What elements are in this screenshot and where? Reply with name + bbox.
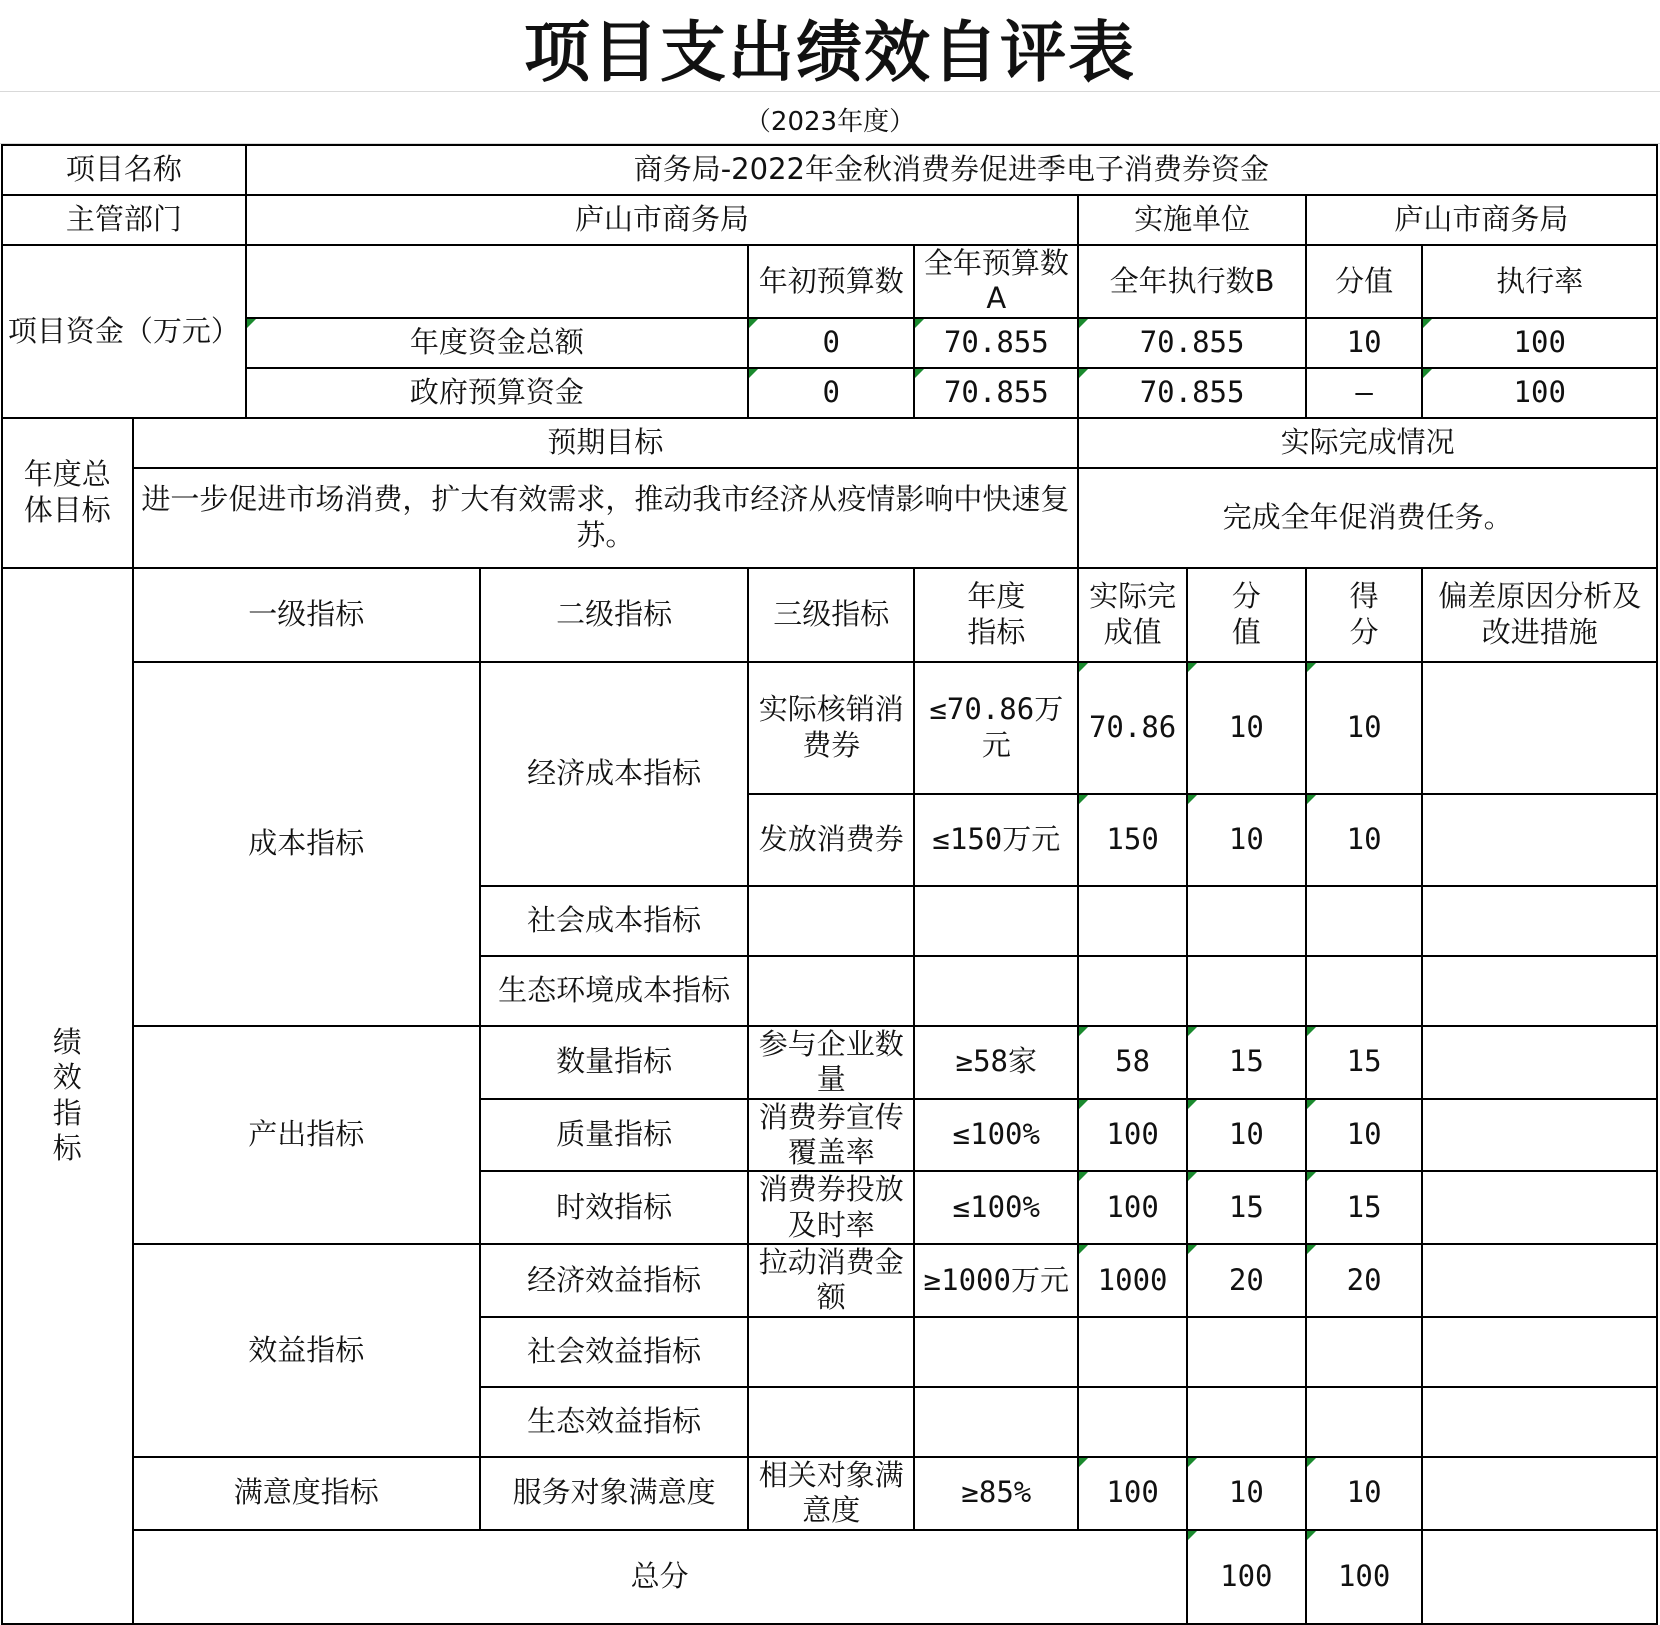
level1-benefit: 效益指标: [133, 1244, 481, 1457]
indicator-header: 分值: [1187, 568, 1306, 662]
funds-rate: 100: [1422, 318, 1657, 368]
empty-cell: [1187, 1387, 1306, 1457]
level2-quality: 质量指标: [480, 1099, 748, 1172]
empty-cell: [1306, 1387, 1423, 1457]
level2-service-satisfaction: 服务对象满意度: [480, 1457, 748, 1530]
deviation-analysis: [1422, 1457, 1657, 1530]
level3-indicator: 实际核销消费券: [748, 662, 914, 794]
empty-cell: [1422, 1387, 1657, 1457]
indicator-weight: 15: [1187, 1026, 1306, 1099]
annual-target: ≤100%: [914, 1171, 1078, 1244]
empty-cell: [1187, 956, 1306, 1026]
funds-header: 执行率: [1422, 245, 1657, 318]
total-label: 总分: [133, 1530, 1187, 1624]
deviation-analysis: [1422, 794, 1657, 886]
funds-header: 分值: [1306, 245, 1423, 318]
empty-cell: [1078, 886, 1187, 956]
empty-cell: [1306, 1317, 1423, 1387]
empty-cell: [1306, 956, 1423, 1026]
funds-weight: 10: [1306, 318, 1423, 368]
level1-output: 产出指标: [133, 1026, 481, 1244]
annual-target: ≥1000万元: [914, 1244, 1078, 1317]
empty-cell: [1078, 956, 1187, 1026]
empty-cell: [914, 956, 1078, 1026]
annual-target: ≤100%: [914, 1099, 1078, 1172]
funds-corner: [246, 245, 748, 318]
actual-value: 1000: [1078, 1244, 1187, 1317]
level2-economic-cost: 经济成本指标: [480, 662, 748, 886]
funds-header: 全年执行数B: [1078, 245, 1305, 318]
level3-indicator: 消费券宣传覆盖率: [748, 1099, 914, 1172]
funds-row-name: 政府预算资金: [246, 368, 748, 418]
level2-timeliness: 时效指标: [480, 1171, 748, 1244]
level3-indicator: 发放消费券: [748, 794, 914, 886]
level2-eco-cost: 生态环境成本指标: [480, 956, 748, 1026]
empty-cell: [1187, 1317, 1306, 1387]
annual-target: ≤150万元: [914, 794, 1078, 886]
level2-social-benefit: 社会效益指标: [480, 1317, 748, 1387]
empty-cell: [914, 886, 1078, 956]
funds-label: 项目资金（万元）: [2, 245, 246, 418]
indicator-weight: 10: [1187, 1099, 1306, 1172]
indicator-weight: 15: [1187, 1171, 1306, 1244]
funds-initial: 0: [748, 318, 914, 368]
funds-weight: —: [1306, 368, 1423, 418]
deviation-analysis: [1422, 1099, 1657, 1172]
level2-social-cost: 社会成本指标: [480, 886, 748, 956]
funds-initial: 0: [748, 368, 914, 418]
funds-header: 年初预算数: [748, 245, 914, 318]
funds-executed: 70.855: [1078, 368, 1305, 418]
funds-rate: 100: [1422, 368, 1657, 418]
indicator-score: 10: [1306, 794, 1423, 886]
empty-cell: [914, 1317, 1078, 1387]
annual-target: ≥58家: [914, 1026, 1078, 1099]
empty-cell: [914, 1387, 1078, 1457]
deviation-analysis: [1422, 662, 1657, 794]
indicator-header: 得分: [1306, 568, 1423, 662]
empty-cell: [748, 1317, 914, 1387]
project-name: 商务局-2022年金秋消费券促进季电子消费券资金: [246, 145, 1657, 195]
self-evaluation-table: [1, 144, 1658, 1625]
indicators-label: 绩效指标: [2, 568, 133, 1624]
empty-cell: [1078, 1387, 1187, 1457]
empty-cell: [748, 956, 914, 1026]
deviation-analysis: [1422, 1026, 1657, 1099]
actual-goal-text: 完成全年促消费任务。: [1078, 468, 1657, 568]
indicator-score: 20: [1306, 1244, 1423, 1317]
indicator-header: 年度指标: [914, 568, 1078, 662]
actual-goal-header: 实际完成情况: [1078, 418, 1657, 468]
actual-value: 100: [1078, 1457, 1187, 1530]
funds-row-name: 年度资金总额: [246, 318, 748, 368]
level2-economic-benefit: 经济效益指标: [480, 1244, 748, 1317]
indicator-weight: 10: [1187, 1457, 1306, 1530]
funds-executed: 70.855: [1078, 318, 1305, 368]
indicator-header: 二级指标: [480, 568, 748, 662]
funds-annual: 70.855: [914, 368, 1078, 418]
indicator-weight: 10: [1187, 794, 1306, 886]
dept-label: 主管部门: [2, 195, 246, 245]
indicator-score: 15: [1306, 1171, 1423, 1244]
actual-value: 100: [1078, 1099, 1187, 1172]
level3-indicator: 相关对象满意度: [748, 1457, 914, 1530]
expected-goal-header: 预期目标: [133, 418, 1079, 468]
actual-value: 100: [1078, 1171, 1187, 1244]
level3-indicator: 拉动消费金额: [748, 1244, 914, 1317]
empty-cell: [1422, 886, 1657, 956]
empty-cell: [1078, 1317, 1187, 1387]
indicator-score: 10: [1306, 1099, 1423, 1172]
indicator-header: 三级指标: [748, 568, 914, 662]
annual-target: ≥85%: [914, 1457, 1078, 1530]
empty-cell: [1422, 956, 1657, 1026]
actual-value: 70.86: [1078, 662, 1187, 794]
indicator-score: 10: [1306, 1457, 1423, 1530]
dept-value: 庐山市商务局: [246, 195, 1079, 245]
level3-indicator: 参与企业数量: [748, 1026, 914, 1099]
impl-value: 庐山市商务局: [1306, 195, 1657, 245]
indicator-header: 偏差原因分析及改进措施: [1422, 568, 1657, 662]
level2-quantity: 数量指标: [480, 1026, 748, 1099]
level3-indicator: 消费券投放及时率: [748, 1171, 914, 1244]
indicator-weight: 10: [1187, 662, 1306, 794]
indicator-weight: 20: [1187, 1244, 1306, 1317]
year-subtitle: （2023年度）: [744, 106, 916, 137]
empty-cell: [748, 886, 914, 956]
total-weight: 100: [1187, 1530, 1306, 1624]
level1-cost: 成本指标: [133, 662, 481, 1026]
page-title: 项目支出绩效自评表: [524, 12, 1136, 91]
empty-cell: [1422, 1317, 1657, 1387]
empty-cell: [1306, 886, 1423, 956]
deviation-analysis: [1422, 1244, 1657, 1317]
indicator-header: 一级指标: [133, 568, 481, 662]
total-score: 100: [1306, 1530, 1423, 1624]
empty-cell: [748, 1387, 914, 1457]
level1-satisfaction: 满意度指标: [133, 1457, 481, 1530]
expected-goal-text: 进一步促进市场消费，扩大有效需求，推动我市经济从疫情影响中快速复苏。: [133, 468, 1079, 568]
indicator-header: 实际完成值: [1078, 568, 1187, 662]
total-deviation: [1422, 1530, 1657, 1624]
actual-value: 150: [1078, 794, 1187, 886]
project-name-label: 项目名称: [2, 145, 246, 195]
goals-label: 年度总体目标: [2, 418, 133, 568]
indicator-score: 15: [1306, 1026, 1423, 1099]
actual-value: 58: [1078, 1026, 1187, 1099]
empty-cell: [1187, 886, 1306, 956]
impl-label: 实施单位: [1078, 195, 1305, 245]
funds-header: 全年预算数A: [914, 245, 1078, 318]
annual-target: ≤70.86万元: [914, 662, 1078, 794]
funds-annual: 70.855: [914, 318, 1078, 368]
level2-eco-benefit: 生态效益指标: [480, 1387, 748, 1457]
indicator-score: 10: [1306, 662, 1423, 794]
deviation-analysis: [1422, 1171, 1657, 1244]
